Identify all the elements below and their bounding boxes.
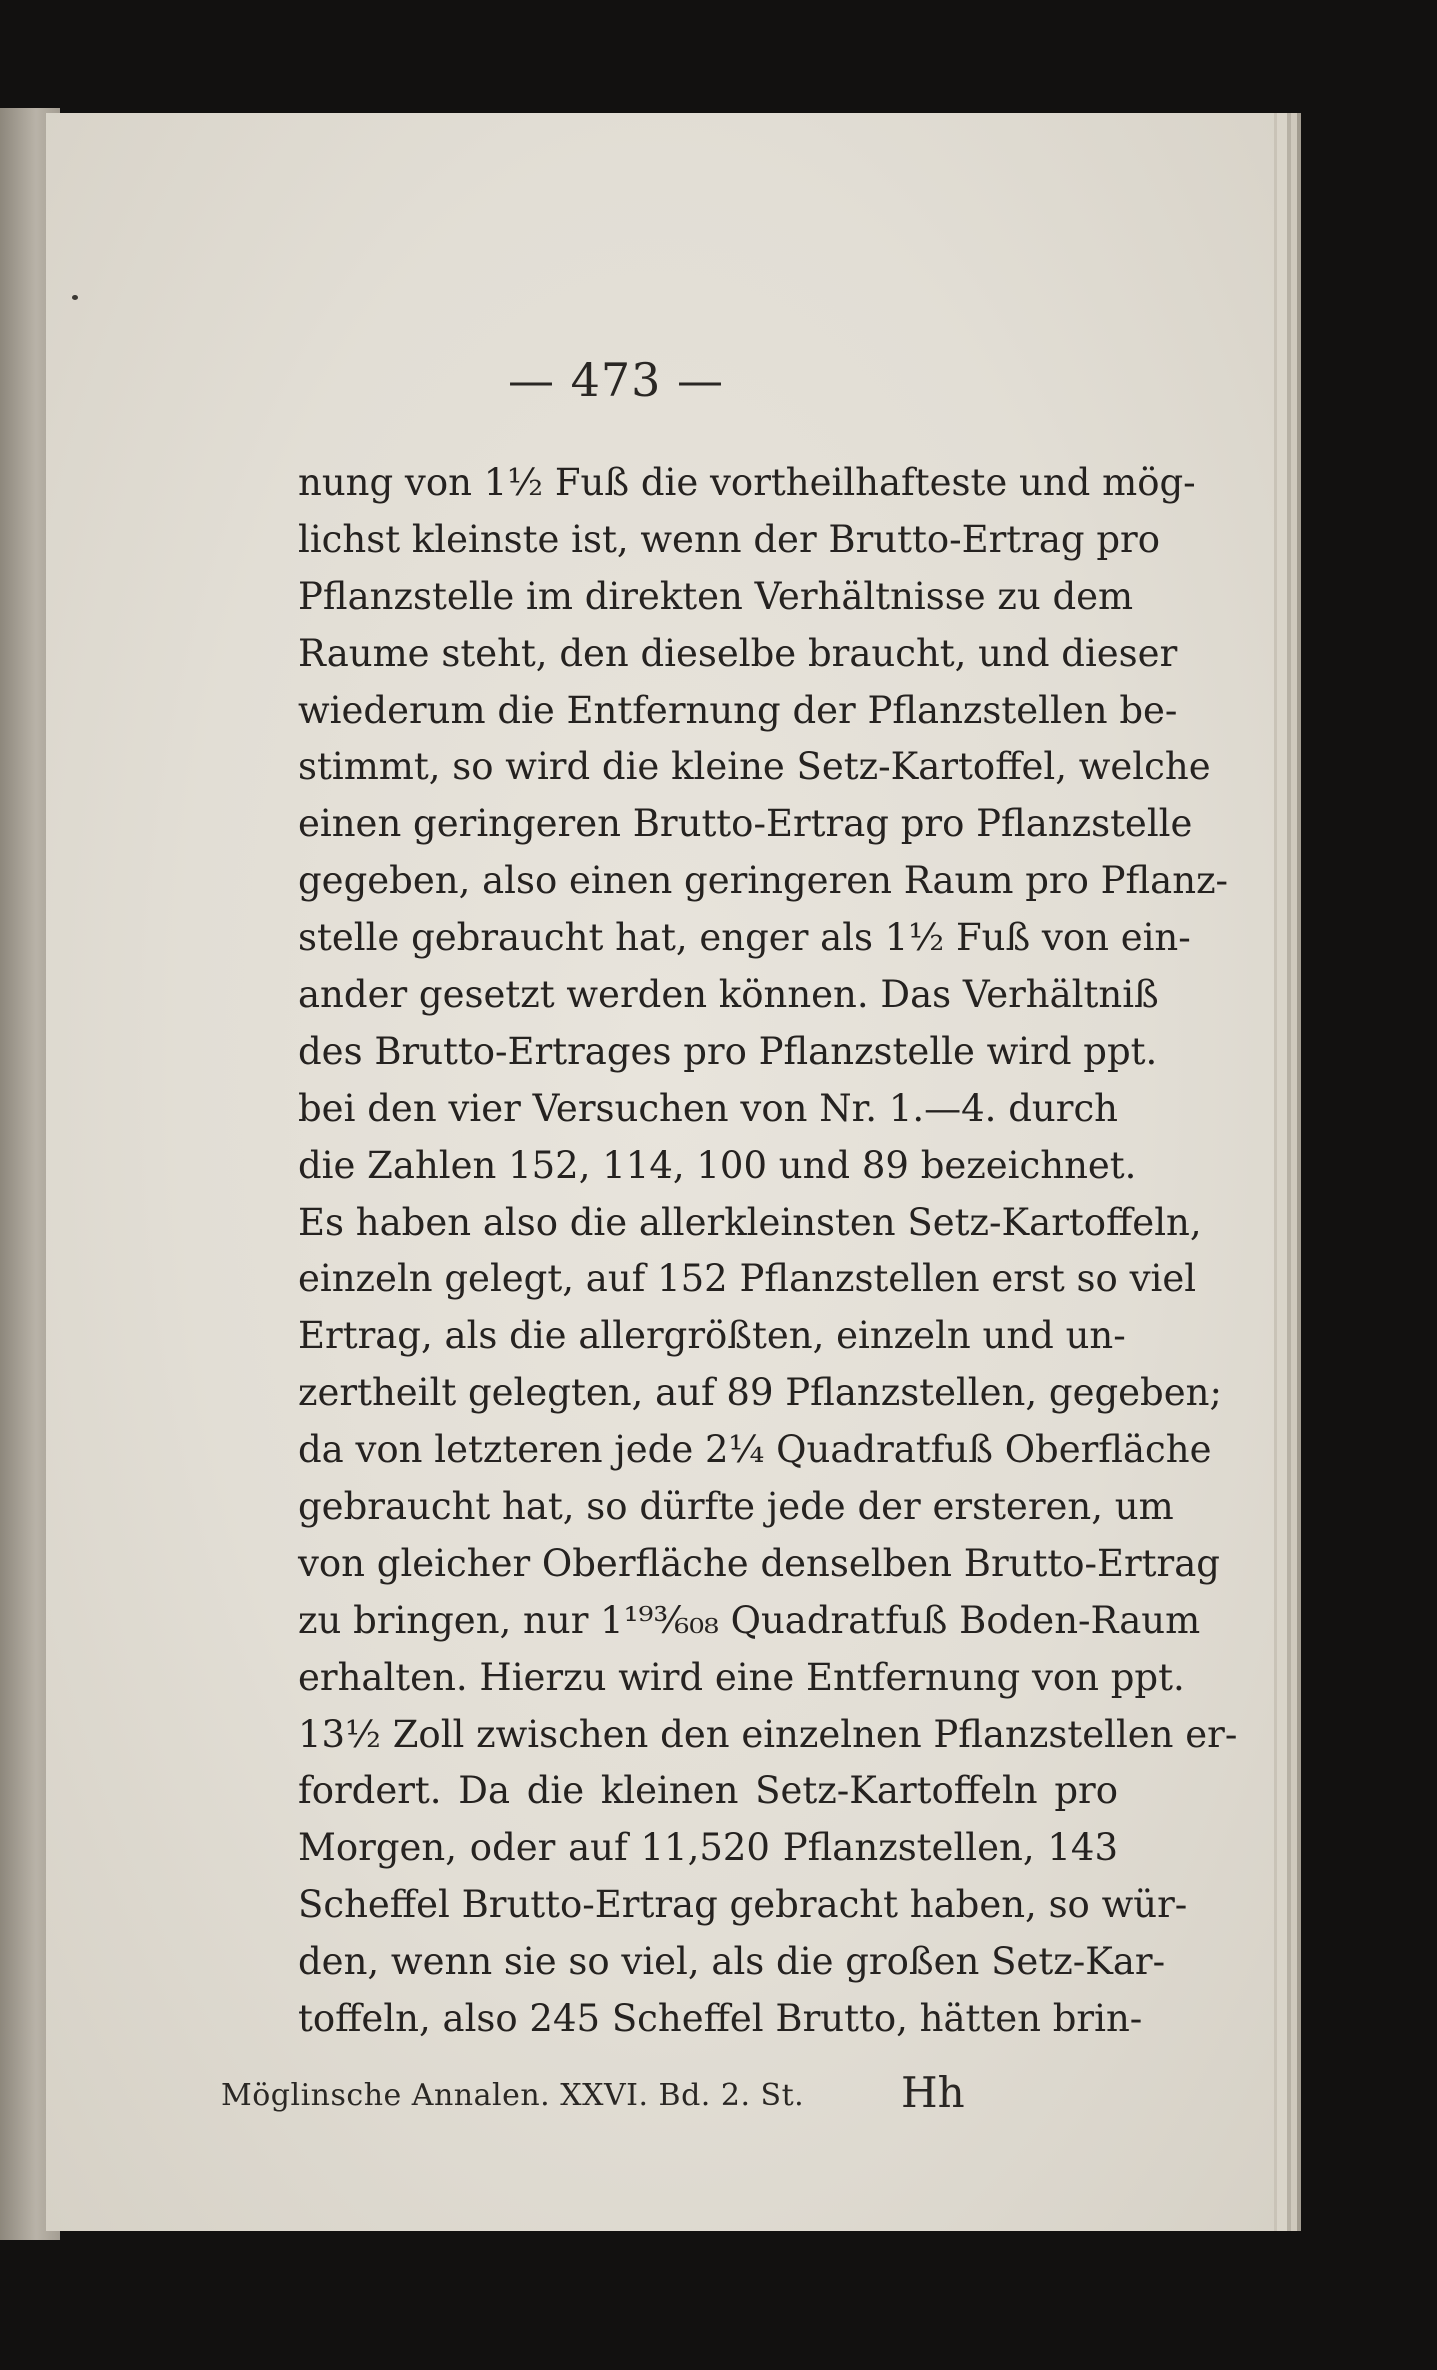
text-line: einen geringeren Brutto-Ertrag pro Pflanzstelle [298,802,1193,846]
text-line: Ertrag, als die allergrößten, einzeln und un- [298,1314,1126,1358]
text-line: Raume steht, den dieselbe braucht, und dieser [298,631,1178,675]
text-line: toffeln, also 245 Scheffel Brutto, hätten brin- [298,1997,1143,2041]
ink-speck [72,295,78,300]
text-line: Scheffel Brutto-Ertrag gebracht haben, so wür- [298,1883,1188,1927]
text-line: bei den vier Versuchen von Nr. 1.—4. durch [298,1086,1118,1130]
text-line: einzeln gelegt, auf 152 Pflanzstellen erst so viel [298,1257,1197,1301]
text-line: Es haben also die allerkleinsten Setz-Kartoffeln, [298,1200,1202,1244]
text-line: Morgen, oder auf 11,520 Pflanzstellen, 143 [298,1826,1118,1870]
text-line: wiederum die Entfernung der Pflanzstellen be- [298,688,1178,732]
signature-mark: Hh [901,2068,965,2117]
text-line: zertheilt gelegten, auf 89 Pflanzstellen, gegeben; [298,1371,1222,1415]
text-line: nung von 1½ Fuß die vortheilhafteste und mög- [298,461,1196,504]
text-line: gebraucht hat, so dürfte jede der ersteren, um [298,1485,1174,1529]
page-number: — 473 — [507,353,725,407]
text-line: erhalten. Hierzu wird eine Entfernung von ppt. [298,1655,1185,1699]
text-line: ander gesetzt werden können. Das Verhältniß [298,973,1159,1017]
text-line: lichst kleinste ist, wenn der Brutto-Ertrag pro [298,517,1161,561]
text-line: Pflanzstelle im direkten Verhältnisse zu dem [298,574,1134,618]
text-line: den, wenn sie so viel, als die großen Setz-Kar- [298,1940,1166,1984]
page-footer [221,2068,1041,2128]
text-line: zu bringen, nur 1¹⁹³⁄₆₀₈ Quadratfuß Boden-Raum [298,1598,1201,1642]
text-line: stimmt, so wird die kleine Setz-Kartoffel, welche [298,745,1211,789]
text-line: gegeben, also einen geringeren Raum pro Pflanz- [298,859,1229,903]
text-line: stelle gebraucht hat, enger als 1½ Fuß von ein- [298,916,1191,960]
text-line: von gleicher Oberfläche denselben Brutto-Ertrag [298,1541,1220,1585]
text-line: des Brutto-Ertrages pro Pflanzstelle wird ppt. [298,1029,1158,1073]
text-line: fordert. Da die kleinen Setz-Kartoffeln pro [298,1769,1118,1813]
text-line: die Zahlen 152, 114, 100 und 89 bezeichnet. [298,1143,1137,1187]
page-body-text [298,455,1238,2048]
book-page [46,113,1277,2231]
text-line: da von letzteren jede 2¼ Quadratfuß Oberfläche [298,1428,1212,1472]
text-line: 13½ Zoll zwischen den einzelnen Pflanzstellen er- [298,1712,1238,1756]
footer-journal-title: Möglinsche Annalen. XXVI. Bd. 2. St. [221,2078,805,2113]
